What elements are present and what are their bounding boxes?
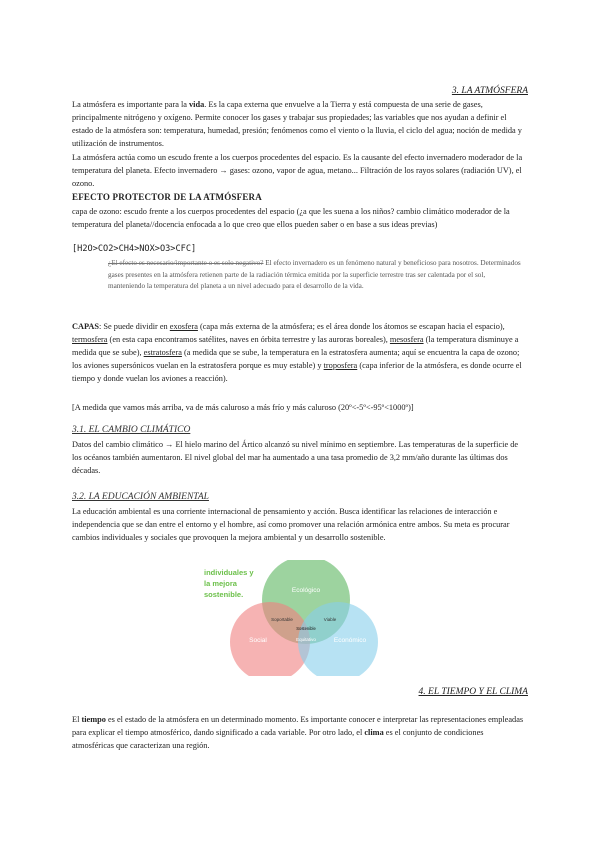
bold-tiempo: tiempo — [81, 715, 106, 724]
text-span: (capa más externa de la atmósfera; es el área donde los átomos se escapan hacia el espacio), — [197, 322, 505, 331]
section-title-tiempo-clima: 4. EL TIEMPO Y EL CLIMA — [418, 687, 528, 697]
heading-efecto-protector: EFECTO PROTECTOR DE LA ATMÓSFERA — [72, 192, 262, 202]
sustainability-venn-diagram — [198, 560, 398, 676]
paragraph-atmosfera-intro — [72, 98, 527, 150]
paragraph-capas — [72, 320, 527, 385]
paragraph-escudo: La atmósfera actúa como un escudo frente a los cuerpos procedentes del espacio. Es la causante del efecto invernadero moderador de la temperatura del planeta. Efecto invernadero → gases: ozono, vapor de agua, metano... Filtración de los rayos solares (radiación UV), el ozono. — [72, 153, 523, 188]
label-economico: Económico — [333, 637, 367, 644]
gas-formula: [H2O>CO2>CH4>NOX>O3>CFC] — [72, 244, 197, 254]
text-span: . Es la capa externa que envuelve a la Tierra y está compuesta de una serie de gases, principalmente nitrógeno y oxígeno. Permite conocer los gases y trabajar sus propiedades; las variables que nos ayudan a definir el estado de la atmósfera son: temperatura, humedad, presión; fenómenos como el viento o la lluvia, el ciclo del agua; noción de medida y utilización de instrumentos. — [72, 100, 522, 148]
text-span: : Se puede dividir en — [99, 322, 170, 331]
venn-caption-line1: individuales y — [204, 568, 254, 577]
section-title-atmosfera: 3. LA ATMÓSFERA — [451, 86, 528, 96]
term-mesosfera: mesosfera — [389, 335, 424, 344]
paragraph-educacion-ambiental: La educación ambiental es una corriente internacional de pensamiento y acción. Busca identificar las relaciones de interacción e independencia que se dan entre el entorno y el hombre, así como promover una relación armónica entre ambos. Su meta es procurar cambios individuales y sociales que provoquen la mejora ambiental y un desarrollo sostenible. — [72, 507, 510, 542]
paragraph-capa-ozono: capa de ozono: escudo frente a los cuerpos procedentes del espacio (¿a que les suena a los niños? cambio climático moderador de la temperatura del planeta//docencia enfocada a lo que creo que ellos pueden saber o en base a sus ideas previas) — [72, 207, 510, 229]
paragraph-temperatura-nota: [A medida que vamos más arriba, va de más caluroso a más frío y más caluroso (20º<-5º<-95º<1000º)] — [72, 403, 414, 412]
section-title-cambio-climatico: 3.1. EL CAMBIO CLIMÁTICO — [72, 425, 191, 435]
quote-block — [108, 258, 524, 293]
venn-caption-line2: la mejora — [204, 579, 237, 588]
text-span: (en esta capa encontramos satélites, naves en órbita terrestre y las auroras boreales), — [107, 335, 390, 344]
label-ecologico: Ecológico — [291, 587, 321, 594]
term-exosfera: exosfera — [169, 322, 198, 331]
label-viable: Viable — [323, 617, 337, 622]
label-sostenible: Sostenible — [296, 626, 316, 631]
text-span: (a medida que se sube, la temperatura en la estratosfera aumenta; aquí se encuentra la capa de ozono; los aviones supersónicos vuelan en la estratosfera porque es muy estable) y — [72, 348, 520, 370]
term-termosfera: termosfera — [72, 335, 108, 344]
text-span: (capa inferior de la atmósfera, es donde ocurre el tiempo y donde vuelan los aviones a reacción). — [72, 361, 522, 383]
paragraph-cambio-climatico: Datos del cambio climático → El hielo marino del Ártico alcanzó su nivel mínimo en septiembre. Las temperaturas de la superficie de los océanos también aumentaron. El nivel global del mar ha aumentado a una tasa promedio de 3,2 mm/año durante las últimas dos décadas. — [72, 440, 519, 475]
term-estratosfera: estratosfera — [143, 348, 182, 357]
section-title-educacion-ambiental: 3.2. LA EDUCACIÓN AMBIENTAL — [72, 492, 209, 502]
label-soportable: Soportable — [271, 617, 293, 622]
quote-answer: El efecto invernadero es un fenómeno natural y beneficioso para nosotros. Determinados gases presentes en la atmósfera retienen parte de la radiación térmica emitida por la superficie terrestre tras ser calentada por el sol, manteniendo la temperatura del planeta a un nivel adecuado para el desarrollo de la vida. — [108, 259, 521, 290]
label-social: Social — [249, 637, 267, 644]
text-span: es el estado de la atmósfera en un determinado momento. Es importante conocer e interpretar las representaciones empleadas para explicar el tiempo atmosférico, dando significado a cada variable. Por otro lado, el — [72, 715, 524, 737]
bold-vida: vida — [189, 100, 205, 109]
text-span: El — [72, 715, 82, 724]
text-span: (la temperatura disminuye a medida que se sube), — [72, 335, 519, 357]
label-equitativo: Equitativo — [296, 637, 316, 642]
text-span: La atmósfera es importante para la — [72, 100, 190, 109]
term-troposfera: troposfera — [323, 361, 358, 370]
text-span: es el conjunto de condiciones atmosféricas que caracterizan una región. — [72, 728, 484, 750]
quote-struck-question: ¿El efecto es necesario/importante o es solo negativo? — [108, 259, 264, 267]
bold-clima: clima — [364, 728, 384, 737]
venn-caption-line3: sostenible. — [204, 590, 244, 599]
paragraph-tiempo-clima — [72, 713, 527, 752]
bold-capas: CAPAS — [72, 322, 100, 331]
